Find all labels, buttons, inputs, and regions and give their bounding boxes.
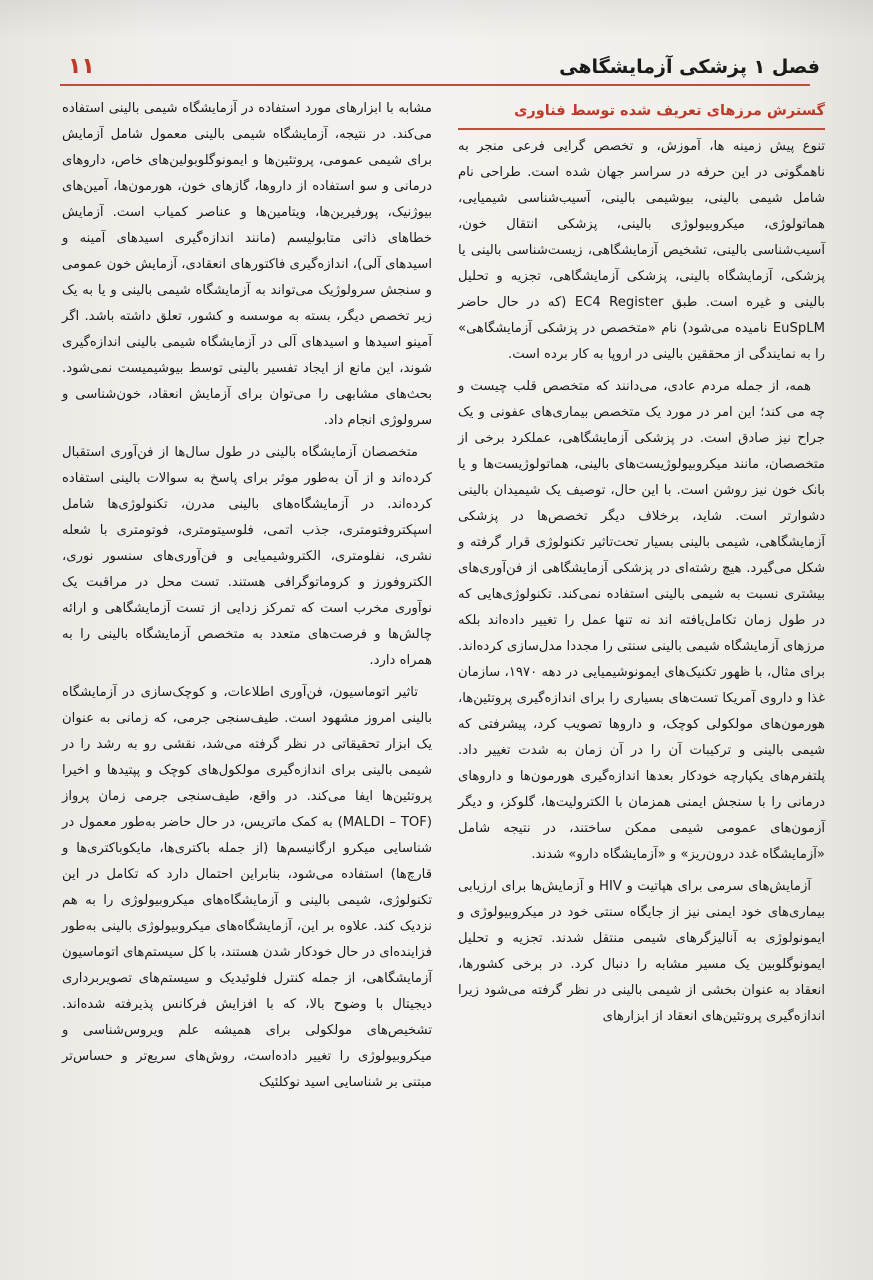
- paragraph: متخصصان آزمایشگاه بالینی در طول سال‌ها از فن‌آوری استقبال کرده‌اند و از آن به‌طور موثر برای پاسخ به سوالات بالینی استفاده کرده‌اند. در آزمایشگاه‌های بالینی مدرن، تکنولوژی‌ها شامل اسپکتروفتومتری، جذب اتمی، فلوسیتومتری، فوتومتری با شعله نشری، نفلومتری، الکتروشیمیایی و فن‌آوری‌های سنسور نوری، الکتروفورز و کروماتوگرافی هستند. تست محل در مراقبت یک نوآوری مخرب است که تمرکز زدایی از تست آزمایشگاهی و ارائه چالش‌ها و فرصت‌های متعدد به متخصص آزمایشگاه بالینی را به همراه دارد.: [62, 445, 432, 668]
- paragraph: همه، از جمله مردم عادی، می‌دانند که متخصص قلب چیست و چه می کند؛ این امر در مورد یک متخصص بیماری‌های عفونی و یک جراح نیز صادق است. در پزشکی آزمایشگاهی، عملکرد برخی از متخصصان، مانند میکروبیولوژیست‌های بالینی، هماتولوژیست‌ها و یا بانک خون نیز روشن است. با این حال، توصیف یک شیمیدان بالینی دشوارتر است. شاید، برخلاف دیگر تخصص‌ها در پزشکی آزمایشگاهی، شیمی بالینی بسیار تحت‌تاثیر تکنولوژی قرار گرفته و شکل می‌گیرد. هیچ رشته‌ای در پزشکی آزمایشگاهی از فن‌آوری‌های بیشتری نسبت به شیمی بالینی استفاده نمی‌کند. تکنولوژی‌هایی که در طول زمان تکامل‌یافته اند نه تنها عمل را تغییر داده‌اند بلکه مرزهای آزمایشگاه شیمی بالینی سنتی را مجددا مدل‌سازی کرده‌اند. برای مثال، با ظهور تکنیک‌های ایمونوشیمیایی در دهه ۱۹۷۰، سازمان غذا و داروی آمریکا تست‌های بسیاری را برای اندازه‌گیری پروتئین‌ها، هورمون‌های مولکولی کوچک، و داروها تصویب کرد، پیشرفتی که شیمی بالینی و ترکیبات آن را در آن زمان به شدت تغییر داد. پلتفرم‌های یکپارچه خودکار بعدها اندازه‌گیری هورمون‌ها و داروهای درمانی را با سنجش ایمنی همزمان با الکترولیت‌ها، گلوکز، و دیگر آزمون‌های عمومی شیمی ممکن ساختند، در نتیجه شامل «آزمایشگاه غدد درون‌ریز» و «آزمایشگاه دارو» شدند.: [458, 379, 826, 862]
- paragraph: آزمایش‌های سرمی برای هپاتیت و HIV و آزمایش‌ها برای ارزیابی بیماری‌های خود ایمنی نیز از جایگاه سنتی خود در میکروبیولوژی و ایمونولوژی به آنالیزگرهای شیمی منتقل شدند. تجزیه و تحلیل ایمونوگلوبین یک مسیر مشابه را دنبال کرد. در برخی کشورها، انعقاد به عنوان بخشی از شیمی بالینی در نظر گرفته می‌شود زیرا اندازه‌گیری پروتئین‌های انعقاد از ابزارهای: [458, 879, 825, 1024]
- paragraph: مشابه با ابزارهای مورد استفاده در آزمایشگاه شیمی بالینی استفاده می‌کند. در نتیجه، آزمایشگاه شیمی بالینی معمول شامل آزمایش برای شیمی عمومی، پروتئین‌ها و ایمونوگلوبولین‌های خاص، داروهای درمانی و سو استفاده از داروها، گازهای خون، هورمون‌ها، آمین‌های بیوژنیک، پورفیرین‌ها، ویتامین‌ها و عناصر کمیاب است. آزمایش خطاهای ذاتی متابولیسم (مانند اندازه‌گیری اسیدهای آمینه و اسیدهای آلی)، اندازه‌گیری فاکتورهای انعقادی، آزمایش خون عمومی و سنجش سرولوژیک می‌تواند به آزمایشگاه شیمی بالینی و یا به یک زیر تخصص دیگر، بسته به موسسه و کشور، تعلق داشته باشد. اگر آمینو اسیدها و اسیدهای آلی در آزمایشگاه شیمی بالینی اندازه‌گیری شوند، این مانع از ایجاد تفسیر بالینی توسط بیوشیمیست نمی‌شود. بحث‌های مشابهی را می‌توان برای آزمایش انعقاد، خون‌شناسی و سرولوژی انجام داد.: [62, 101, 432, 428]
- header-rule: [60, 84, 810, 86]
- right-column: [458, 96, 825, 1036]
- running-header: [60, 52, 820, 88]
- section-heading: گسترش مرزهای تعریف شده توسط فناوری: [514, 103, 825, 119]
- left-column: [62, 96, 432, 1102]
- page-shadow: [0, 0, 873, 40]
- heading-underline: [458, 128, 825, 130]
- page-number: ۱۱: [68, 54, 95, 79]
- chapter-title: فصل ۱ پزشکی آزمایشگاهی: [559, 56, 820, 78]
- paragraph: تاثیر اتوماسیون، فن‌آوری اطلاعات، و کوچک‌سازی در آزمایشگاه بالینی امروز مشهود است. طیف‌سنجی جرمی، که زمانی به عنوان یک ابزار تحقیقاتی در نظر گرفته می‌شد، نقشی رو به رشد را در شیمی بالینی برای اندازه‌گیری مولکول‌های کوچک و پپتیدها و اخیرا پروتئین‌ها ایفا می‌کند. در واقع، طیف‌سنجی جرمی زمان پرواز (MALDI – TOF) به کمک ماتریس، در حال حاضر به‌طور معمول در شناسایی میکرو ارگانیسم‌ها (از جمله باکتری‌ها، مایکوباکتری‌ها و قارچ‌ها) استفاده می‌شود، بنابراین احتمال دارد که تکامل در این تکنولوژی، شیمی بالینی و آزمایشگاه‌های میکروبیولوژی را به هم نزدیک کند. علاوه بر این، آزمایشگاه‌های میکروبیولوژی بالینی به‌طور فزاینده‌ای در حال خودکار شدن هستند، با کل سیستم‌های اتوماسیون آزمایشگاهی، از جمله کنترل فلوئیدیک و سیستم‌های تصویربرداری دیجیتال با وضوح بالا، که با افزایش فرکانس پذیرفته شده‌اند. تشخیص‌های مولکولی برای همیشه علم ویروس‌شناسی و میکروبیولوژی را تغییر داده‌است، روش‌های سریع‌تر و حساس‌تر مبتنی بر شناسایی اسید نوکلئیک: [62, 685, 432, 1090]
- paragraph: تنوع پیش زمینه ها، آموزش، و تخصص گرایی فرعی منجر به ناهمگونی در این حرفه در سراسر جهان شده است. طراحی نام شامل شیمی بالینی، بیوشیمی بالینی، آسیب‌شناسی شیمیایی، هماتولوژی، میکروبیولوژی بالینی، پزشکی انتقال خون، آسیب‌شناسی بالینی، تشخیص آزمایشگاهی، زیست‌شناسی بالینی یا پزشکی، آزمایشگاه بالینی، پزشکی آزمایشگاهی، تجزیه و تحلیل بالینی و غیره است. طبق EC4 Register (که در حال حاضر EuSpLM نامیده می‌شود) نام «متخصص در پزشکی آزمایشگاهی» را به نمایندگی از محققین بالینی در اروپا به کار برده است.: [458, 139, 826, 362]
